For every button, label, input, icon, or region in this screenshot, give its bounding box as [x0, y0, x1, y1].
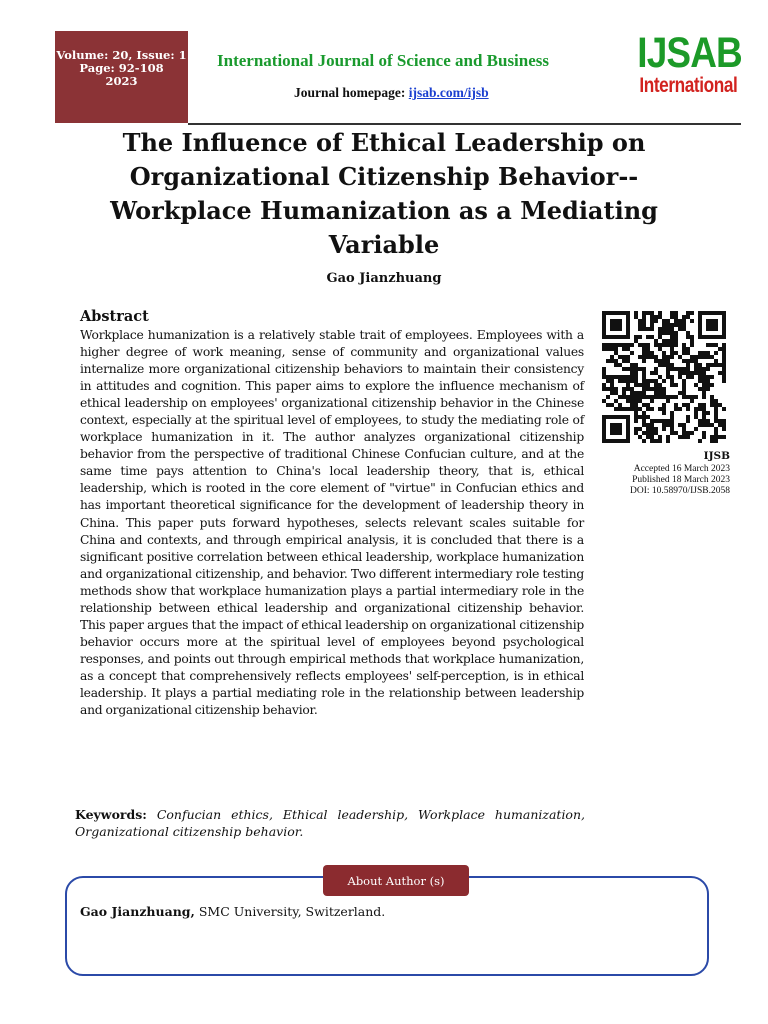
abstract-text: Workplace humanization is a relatively stable trait of employees. Employees with a higher degree of work meaning, sense of community and organizational values internalize more organizational citizenship behaviors to maintain their consistency in attitudes and cognition. This paper aims to explore the influence mechanism of ethical leadership on employees' organizational citizenship behavior in the Chinese context, especially at the spiritual level of employees, to study the mediating role of workplace humanization in it. The author analyzes organizational citizenship behavior from the perspective of traditional Chinese Confucian culture, and at the same time pays attention to China's local leadership theory, that is, ethical leadership, which is rooted in the core element of "virtue" in Confucian ethics and has important theoretical significance for the development of leadership theory in China. This paper puts forward hypotheses, selects relevant scales suitable for China and contexts, and through empirical analysis, it is concluded that there is a significant positive correlation between ethical leadership, workplace humanization and organizational citizenship, and behavior. Two different intermediary role testing methods show that workplace humanization plays a partial intermediary role in the relationship between ethical leadership and organizational citizenship behavior. This paper argues that the impact of ethical leadership on organizational citizenship behavior occurs more at the spiritual level of employees beyond psychological responses, and points out through empirical methods that workplace humanization, as a concept that comprehensively reflects employees' self-perception, is in ethical leadership. It plays a partial mediating role in the relationship between leadership and organizational citizenship behavior. [80, 328, 584, 718]
keywords-list: Confucian ethics, Ethical leadership, Workplace humanization, Organizational citizenship behavior. [75, 807, 585, 839]
homepage-link[interactable]: ijsab.com/ijsb [408, 85, 489, 100]
volume-issue: Volume: 20, Issue: 1 [56, 48, 187, 62]
paper-author: Gao Jianzhuang [326, 271, 442, 286]
homepage-label: Journal homepage: [294, 85, 406, 100]
logo-text-top: IJSAB [637, 29, 742, 77]
journal-homepage [294, 85, 489, 101]
publication-year: 2023 [105, 74, 138, 88]
paper-title: The Influence of Ethical Leadership on Organizational Citizenship Behavior--Workplace Humanization as a Mediating Variable [110, 128, 658, 259]
about-author-affiliation: SMC University, Switzerland. [198, 904, 386, 919]
about-author-name: Gao Jianzhuang, [80, 904, 195, 919]
about-author-tab: About Author (s) [323, 865, 469, 896]
keywords-label: Keywords: [75, 807, 147, 822]
abstract-heading: Abstract [80, 308, 149, 325]
page-range: Page: 92-108 [79, 61, 164, 75]
logo-text-bottom: International [639, 74, 738, 97]
published-date: Published 18 March 2023 [632, 475, 730, 485]
journal-abbrev: IJSB [703, 450, 730, 462]
journal-name: International Journal of Science and Business [217, 51, 550, 70]
header-divider [188, 123, 741, 125]
article-dates [600, 464, 730, 497]
accepted-date: Accepted 16 March 2023 [633, 464, 730, 474]
doi: DOI: 10.58970/IJSB.2058 [629, 486, 730, 496]
keywords [75, 806, 585, 840]
qr-code-icon [602, 311, 726, 443]
volume-info-box [55, 31, 188, 123]
ijsab-logo [630, 29, 742, 113]
about-author-text [80, 904, 385, 919]
